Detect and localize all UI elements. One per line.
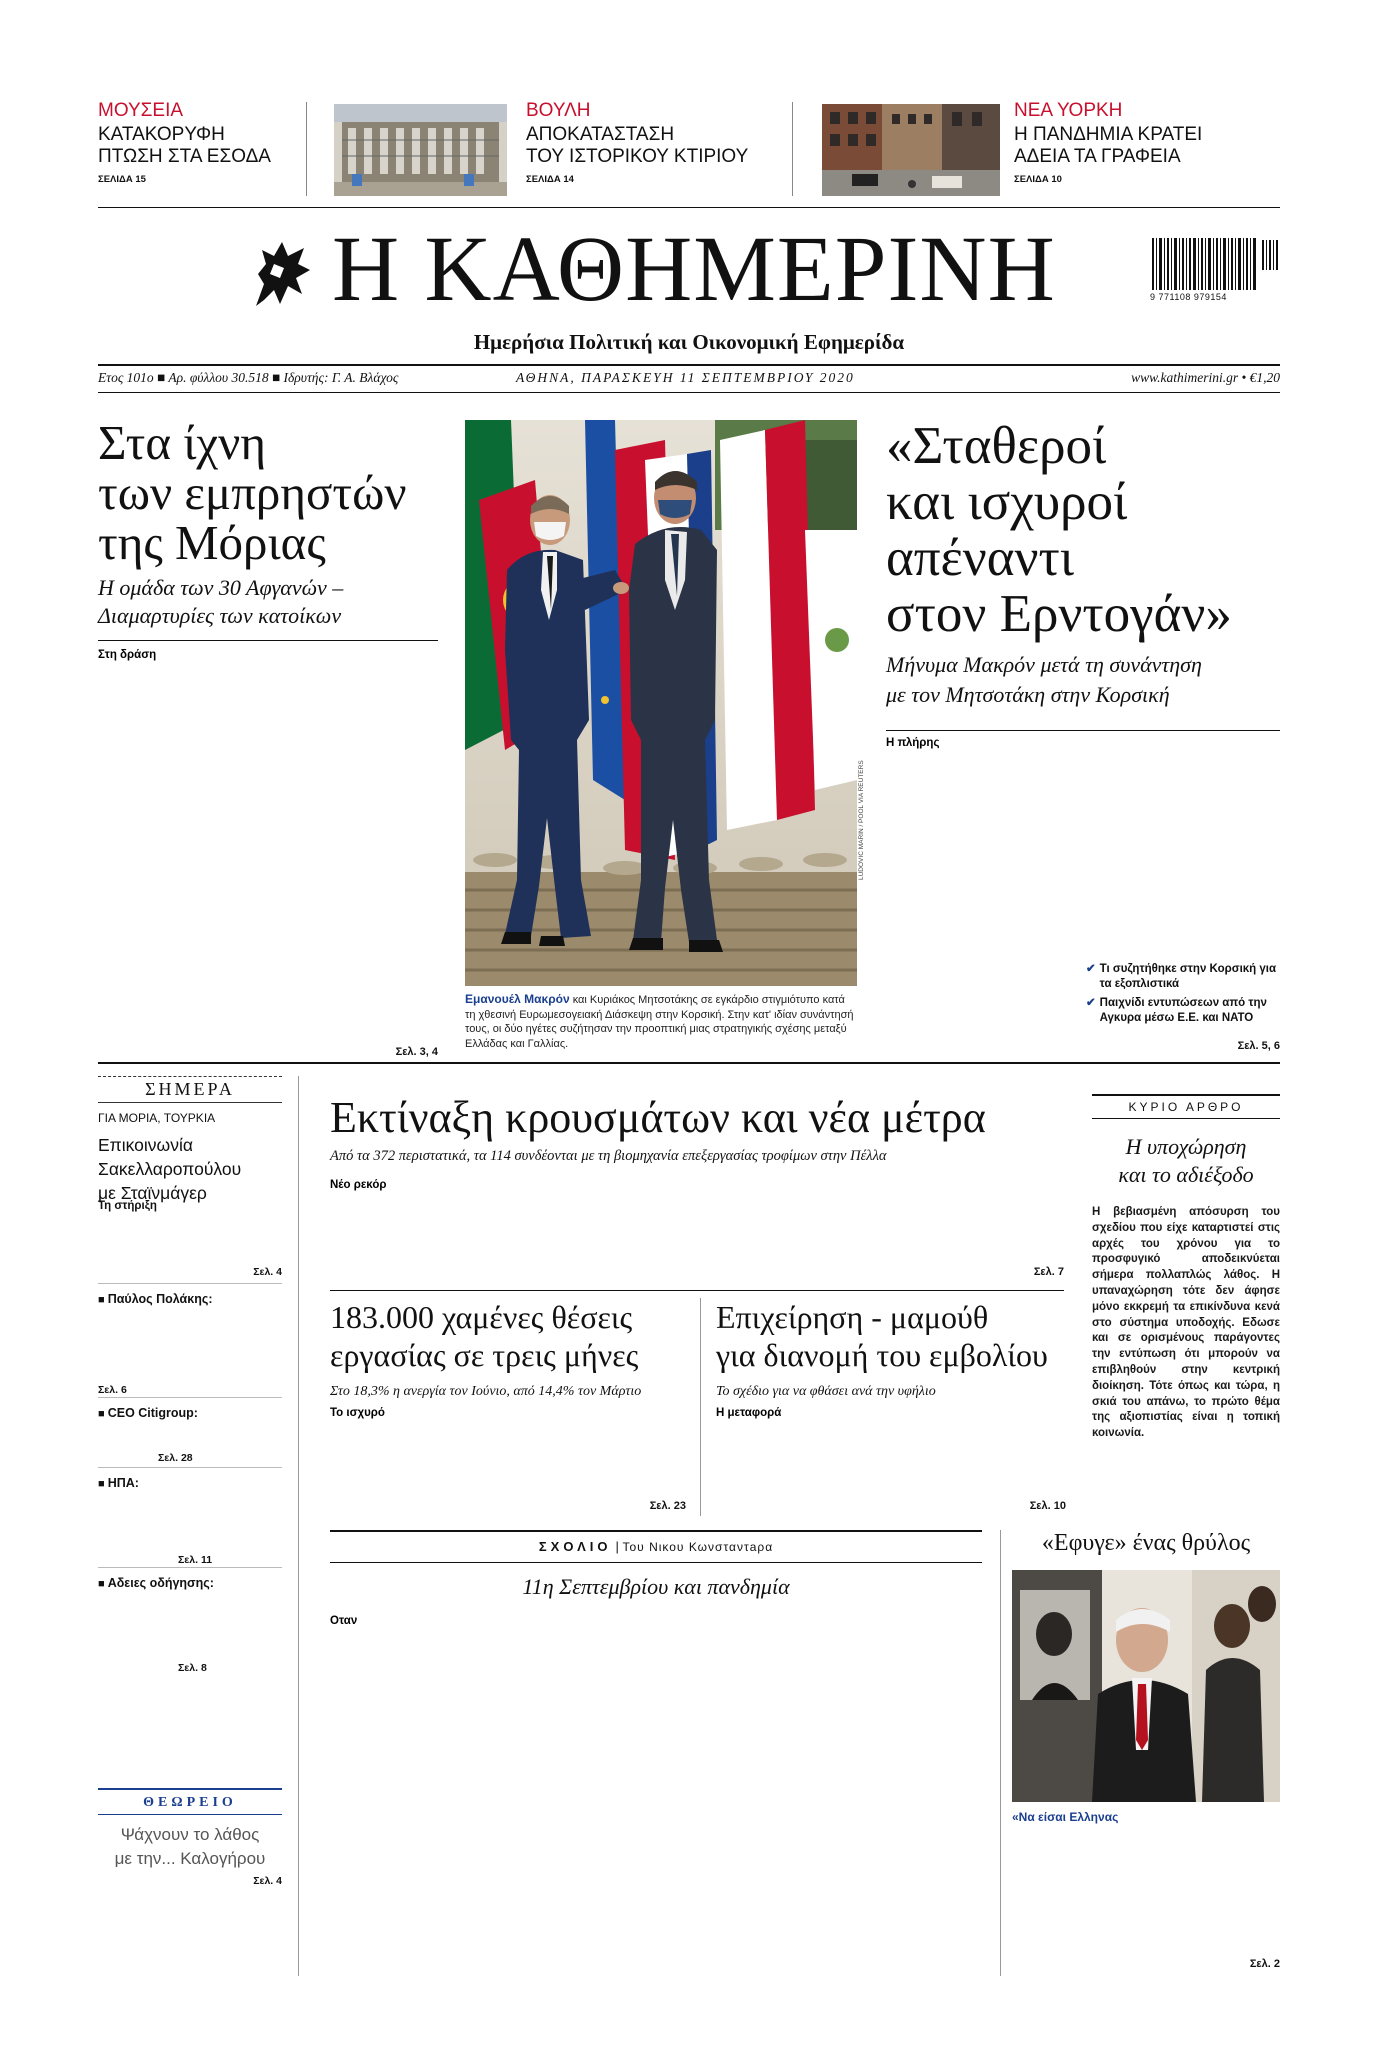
today-title: Σακελλαροπούλου: [98, 1159, 242, 1179]
divider: [306, 102, 307, 196]
page-ref: Σελ. 7: [1033, 1266, 1064, 1278]
theoreio-header: ΘΕΩΡΕΙΟ: [143, 1795, 237, 1810]
lead-word: Νέο ρεκόρ: [330, 1179, 387, 1191]
jobs-headline: εργασίας σε τρεις μήνες: [330, 1337, 639, 1373]
jobs-headline: 183.000 χαμένες θέσεις: [330, 1299, 633, 1335]
page-ref: Σελ. 23: [649, 1500, 686, 1512]
headline-line: των εμπρηστών: [98, 465, 407, 520]
story-macron-text: [886, 736, 1280, 966]
page-ref: Σελ. 10: [1029, 1500, 1066, 1512]
section-rule: [330, 1290, 1064, 1291]
comment-title: 11η Σεπτεμβρίου και πανδημία: [522, 1574, 790, 1599]
teaser-title: ΠΤΩΣΗ ΣΤΑ ΕΣΟΔΑ: [98, 146, 271, 167]
teaser-parliament-photo: [334, 104, 507, 196]
covid-headline: Εκτίναξη κρουσμάτων και νέα μέτρα: [330, 1093, 986, 1142]
jobs-deck: Στο 18,3% η ανεργία τον Ιούνιο, από 14,4% τον Μάρτιο: [330, 1384, 642, 1399]
teaser-title: ΚΑΤΑΚΟΡΥΦΗ: [98, 124, 225, 145]
bullet-text: Παιχνίδι εντυπώσεων από την Αγκυρα μέσω Ε.Ε. και ΝΑΤΟ: [1099, 997, 1267, 1024]
deck-line: Διαμαρτυρίες των κατοίκων: [98, 603, 342, 628]
today-rail: [98, 1076, 282, 1205]
dateline-right: www.kathimerini.gr • €1,20: [1131, 370, 1280, 385]
teaser-rule: [98, 207, 1280, 208]
vaccine-deck: Το σχέδιο για να φθάσει ανά την υφήλιο: [716, 1384, 936, 1399]
item-lead: CEO Citigroup:: [107, 1406, 198, 1420]
section-rule: [98, 1062, 1280, 1064]
comment-text[interactable]: [330, 1614, 982, 1974]
today-items: [98, 1196, 282, 1676]
headline-line: στον Ερντογάν»: [886, 585, 1232, 643]
covid-deck: Από τα 372 περιστατικά, τα 114 συνδέονται με τη βιομηχανία επεξεργασίας τροφίμων στην Πέλλα: [330, 1148, 887, 1164]
today-item[interactable]: ■ ΗΠΑ: Σελ. 11: [98, 1468, 282, 1568]
headline-line: «Σταθεροί: [886, 417, 1107, 475]
teaser-newyork-photo: [822, 104, 1000, 196]
teaser-title: ΤΟΥ ΙΣΤΟΡΙΚΟΥ ΚΤΙΡΙΟΥ: [526, 146, 749, 167]
page-ref: Σελ. 5, 6: [1237, 1040, 1280, 1052]
griffin-logo: [244, 234, 320, 314]
lead-word: Η μεταφορά: [716, 1407, 782, 1419]
today-topic: ΓΙΑ ΜΟΡΙΑ, ΤΟΥΡΚΙΑ: [98, 1111, 216, 1125]
masthead-title: Η ΚΑΘΗΜΕΡΙΝΗ: [332, 218, 1056, 321]
headline-line: Στα ίχνη: [98, 415, 266, 470]
editorial-box[interactable]: [1092, 1094, 1280, 1442]
item-lead: Τη στήριξη: [98, 1200, 157, 1212]
editorial-title: Η υποχώρηση: [1125, 1134, 1247, 1159]
today-title: με Σταϊνμάγερ: [98, 1183, 207, 1203]
lead-word: Στη δράση: [98, 649, 157, 661]
item-ref: Σελ. 28: [158, 1452, 193, 1464]
column-divider: [1000, 1530, 1001, 1976]
check-icon: ✔: [1086, 963, 1096, 975]
headline-line: και ισχυροί: [886, 473, 1128, 531]
deck-rule: [886, 730, 1280, 731]
story-jobs[interactable]: [330, 1298, 690, 1400]
page-ref: Σελ. 2: [1249, 1958, 1280, 1970]
masthead-subtitle: Ημερήσια Πολιτική και Οικονομική Εφημερίδα: [473, 330, 905, 354]
theoreio-ref: Σελ. 4: [253, 1875, 282, 1887]
teaser-kicker: ΜΟΥΣΕΙΑ: [98, 100, 184, 121]
teaser-page: ΣΕΛΙΔΑ 14: [526, 174, 574, 185]
lead-word: Η πλήρης: [886, 737, 940, 749]
teaser-page: ΣΕΛΙΔΑ 15: [98, 174, 146, 185]
item-ref: Σελ. 4: [253, 1266, 282, 1278]
deck-line: με τον Μητσοτάκη στην Κορσική: [886, 682, 1170, 707]
comment-top-rule: [330, 1530, 982, 1532]
teaser-title: ΑΠΟΚΑΤΑΣΤΑΣΗ: [526, 124, 675, 145]
rail-divider: [298, 1076, 299, 1976]
theoreio-title: με την... Καλογήρου: [114, 1849, 266, 1868]
caption-text: και Κυριάκος Μητσοτάκης σε εγκάρδιο στιγμιότυπο κατά τη χθεσινή Ευρωμεσογειακή Διάσκεψη στην Κορσική. Στην κατ' ιδίαν συνάντησή τους, οι δύο ηγέτες συζήτησαν την προοπτική μιας στρατηγικής σχέσης μεταξύ Ελλάδας και Γαλλίας.: [465, 994, 854, 1050]
macron-mitsotakis-photo: [465, 420, 857, 986]
comment-author: Του Νικου Κωνσταντaρα: [622, 1540, 774, 1554]
today-header: ΣΗΜΕΡΑ: [145, 1079, 235, 1099]
lead-word: Οταν: [330, 1615, 358, 1627]
dateline-bottom-rule: [98, 392, 1280, 393]
page-ref: Σελ. 3, 4: [395, 1046, 438, 1058]
dateline-top-rule: [98, 364, 1280, 366]
item-ref: Σελ. 8: [178, 1662, 207, 1674]
today-item[interactable]: ■ CEO Citigroup: Σελ. 28: [98, 1398, 282, 1468]
bullet-text: Τι συζητήθηκε στην Κορσική για τα εξοπλιστικά: [1099, 963, 1277, 990]
story-moria[interactable]: [98, 415, 438, 630]
dateline-center: ΑΘΗΝΑ, ΠΑΡΑΣΚΕΥΗ 11 ΣΕΠΤΕΜΒΡΙΟΥ 2020: [516, 370, 855, 385]
today-item[interactable]: ■ Αδειες οδήγησης: Σελ. 8: [98, 1568, 282, 1676]
bullet-item[interactable]: [1086, 996, 1280, 1026]
deck-line: Η ομάδα των 30 Αφγανών –: [98, 575, 344, 600]
caption-name: «Να είσαι Ελληνας: [1012, 1810, 1119, 1824]
editorial-body: Η βεβιασμένη απόσυρση του σχεδίου που είχε καταρτιστεί στις αρχές του χρόνου για το προσφυγικό αποδεικνύεται σήμερα πολλαπλώς λάθος. Η υπαναχώρηση τότε δεν άφησε μόνο εκκρεμή τα επικίνδυνα κενά στο σύστημα υποδοχής. Εδωσε και σε ορισμένους παράγοντες την εντύπωση ότι μπορούν να επιβληθούν στην κεντρική διοίκηση. Τότε όπως και τώρα, η σκιά του απάνω, το πρώτο θέμα της αξιοπιστίας είναι η τοπική κοινωνία.: [1092, 1206, 1280, 1440]
macron-bullets: [1086, 962, 1280, 1026]
item-lead: Αδειες οδήγησης:: [107, 1576, 214, 1590]
deck-line: Μήνυμα Μακρόν μετά τη συνάντηση: [886, 652, 1202, 677]
vaccine-headline: Επιχείρηση - μαμούθ: [716, 1299, 989, 1335]
vaccine-headline: για διανομή του εμβολίου: [716, 1337, 1048, 1373]
today-item[interactable]: ■ Παύλος Πολάκης: Σελ. 6: [98, 1284, 282, 1398]
teaser-page: ΣΕΛΙΔΑ 10: [1014, 174, 1062, 185]
teaser-newyork[interactable]: [1014, 100, 1274, 185]
legend-headline[interactable]: «Εφυγε» ένας θρύλος: [1041, 1530, 1251, 1556]
headline-line: της Μόριας: [98, 515, 326, 570]
story-covid[interactable]: [330, 1094, 1080, 1165]
today-title: Επικοινωνία: [98, 1135, 193, 1155]
teaser-kicker: ΒΟΥΛΗ: [526, 100, 591, 121]
check-icon: ✔: [1086, 997, 1096, 1009]
item-lead: ΗΠΑ:: [107, 1476, 139, 1490]
headline-line: απέναντι: [886, 529, 1075, 587]
item-lead: Παύλος Πολάκης:: [107, 1292, 213, 1306]
teaser-museums[interactable]: [98, 100, 298, 185]
legend-caption: [1012, 1810, 1280, 1826]
story-covid-text: [330, 1178, 1064, 1286]
today-item[interactable]: [98, 1196, 282, 1284]
comment-header: ΣΧΟΛΙΟ: [538, 1539, 612, 1554]
teaser-title: ΑΔΕΙΑ ΤΑ ΓΡΑΦΕΙΑ: [1014, 146, 1181, 167]
photo-caption: [465, 992, 857, 1051]
story-vaccine[interactable]: [716, 1298, 1076, 1400]
caption-name: Εμανουέλ Μακρόν: [465, 992, 570, 1006]
deck-rule: [98, 640, 438, 641]
lead-word: Το ισχυρό: [330, 1407, 385, 1419]
divider: [792, 102, 793, 196]
column-divider: [700, 1298, 701, 1516]
story-moria-text: [98, 648, 438, 1048]
comment-sub-rule: [330, 1562, 982, 1563]
bullet-item[interactable]: [1086, 962, 1280, 992]
theoreio-box[interactable]: [98, 1788, 282, 1887]
teaser-kicker: ΝΕΑ ΥΟΡΚΗ: [1014, 100, 1123, 121]
item-ref: Σελ. 6: [98, 1384, 127, 1396]
item-ref: Σελ. 11: [178, 1554, 213, 1566]
theoreio-title: Ψάχνουν το λάθος: [120, 1825, 260, 1844]
story-macron[interactable]: [886, 418, 1280, 710]
editorial-title: και το αδιέξοδο: [1118, 1162, 1254, 1187]
photo-credit: LUDOVIC MARIN / POOL VIA REUTERS: [858, 760, 865, 880]
dateline-left: Ετος 101ο ■ Αρ. φύλλου 30.518 ■ Ιδρυτής: Γ. Α. Βλάχος: [98, 370, 399, 385]
comment-header-row: ΣΧΟΛΙΟ | Του Νικου Κωνσταντaρα: [538, 1539, 774, 1554]
teaser-title: Η ΠΑΝΔΗΜΙΑ ΚΡΑΤΕΙ: [1014, 124, 1203, 145]
teaser-parliament[interactable]: [526, 100, 766, 185]
barcode-number: 9 771108 979154: [1150, 292, 1227, 302]
editorial-header: ΚΥΡΙΟ ΑΡΘΡΟ: [1092, 1096, 1280, 1119]
legend-photo: [1012, 1570, 1280, 1802]
